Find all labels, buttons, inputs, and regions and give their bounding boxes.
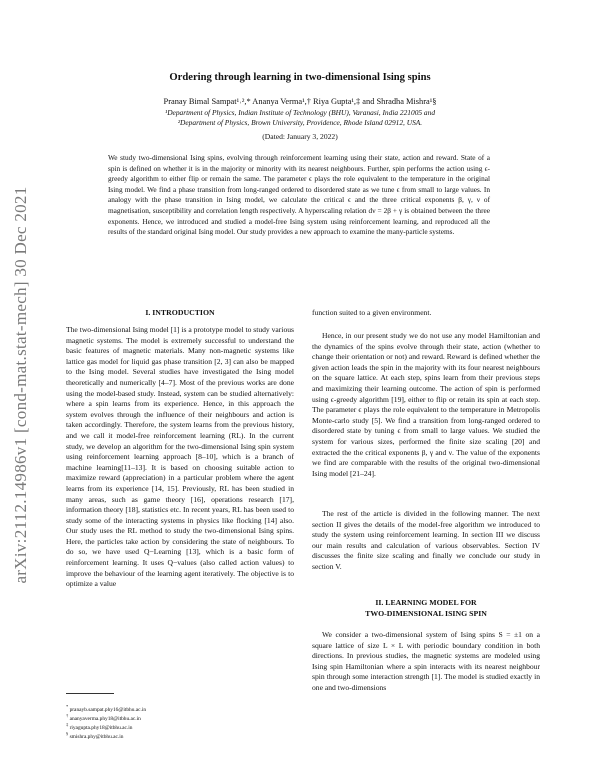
arxiv-stamp (10, 170, 32, 600)
footnote-4 (66, 730, 294, 742)
footnote-mark: * (66, 704, 69, 709)
affiliation-1: ¹Department of Physics, Indian Institute of Technology (BHU), Varanasi, India 221005 and (164, 108, 436, 117)
footnote-mark: ‡ (66, 722, 69, 727)
intro-paragraph-left: The two-dimensional Ising model [1] is a prototype model to study various magnetic systems. The model is extremely successful to understand the basic features of magnetic materials. Many non-magnetic systems like lattice gas model for liquid gas phase transition [2, 3] can also be mapped to the Ising model. Several studies have investigated the Ising model theoretically and numerically [4–7]. Most of the previous works are done using the model-based study. Instead, system can be studied alternatively: where a spin learns from its experience. Hence, in this approach the system evolves through the influence of their neighbours and action is taken accordingly. Therefore, the system learns from the previous history, and we call it model-free reinforcement learning (RL). In the current study, we develop an algorithm for the two-dimensional Ising spin system using reinforcement learning approach [8–10], which is a branch of machine learning[11–13]. It is based on choosing suitable action to maximize reward (appreciation) in a particular problem where the agent learns from its experience [14, 15]. Previously, RL has been studied in many areas, such as game theory [16], operations research [17], information theory [18], statistics etc. In recent years, RL has been used to study some of the interacting systems in physics like flocking [14] also. Our study uses the RL method to study the two-dimensional Ising spins. Here, the particles take action by considering the state of neighbours. To do so, we have used Q−Learning [13], which is a basic form of reinforcement learning. It uses Q−values (also called action values) to improve the behaviour of the learning agent iteratively. The objective is to optimize a value (66, 325, 294, 589)
section-heading-line-2: TWO-DIMENSIONAL ISING SPIN (365, 608, 487, 618)
footnote-rule (66, 693, 114, 694)
footnote-email: ananyaverma.phy18@itbhu.ac.in (69, 715, 141, 722)
paper-title: Ordering through learning in two-dimensional Ising spins (169, 72, 431, 83)
intro-paragraph-right-3: The rest of the article is divided in the following manner. The next section II gives the details of the model-free algorithm we introduced to study the system using reinforcement learning. In section III we discuss our main results and calculation of various observables. Section IV discusses the finite size scaling and finally we conclude our study in section V. (312, 509, 540, 571)
section-heading-learning-model (312, 598, 540, 619)
section2-paragraph: We consider a two-dimensional system of Ising spins S = ±1 on a square lattice of size L × L with periodic boundary condition in both directions. In previous studies, the magnetic systems are modeled using Ising spin Hamiltonian where a spin interacts with its nearest neighbour spin through some interaction strength [1]. The model is studied exactly in one and two-dimensions (312, 630, 540, 692)
date-line: (Dated: January 3, 2022) (262, 132, 338, 141)
footnote-email: riyagupta.phy18@itbhu.ac.in (69, 724, 133, 731)
section-heading-introduction: I. INTRODUCTION (145, 308, 215, 317)
footnote-email: smishra.phy@itbhu.ac.in (69, 733, 124, 740)
abstract: We study two-dimensional Ising spins, evolving through reinforcement learning using their state, action and reward. State of a spin is defined on whether it is in the majority or minority with its nearest neighbours. Further, spin performs the action using ϵ-greedy algorithm to either flip or remain the same. The parameter ϵ plays the role equivalent to the temperature in the original Ising model. We find a phase transition from long-ranged ordered to disordered state as we tune ϵ from small to large values. In analogy with the phase transition in Ising model, we calculate the critical ϵ and the three critical exponents β, γ, ν of magnetisation, susceptibility and correlation length respectively. A hyperscaling relation dν = 2β + γ is obtained between the three exponents. Hence, we introduced and studied a model-free Ising system using reinforcement learning, and reproduced all the results of the standard original Ising model. Our study provides a new approach to examine the many-particle systems. (108, 153, 490, 237)
footnote-mark: † (66, 713, 69, 718)
intro-paragraph-right-1: function suited to a given environment. (312, 308, 432, 317)
footnote-mark: § (66, 731, 69, 736)
arxiv-stamp-text: arXiv:2112.14986v1 [cond-mat.stat-mech] 30 Dec 2021 (11, 186, 30, 584)
section-heading-line-1: II. LEARNING MODEL FOR (375, 598, 477, 607)
footnote-email: pranayb.sampat.phy16@itbhu.ac.in (69, 706, 147, 713)
author-list: Pranay Bimal Sampat¹˒²,* Ananya Verma¹,† Riya Gupta¹,‡ and Shradha Mishra¹§ (163, 97, 437, 106)
intro-paragraph-right-2: Hence, in our present study we do not use any model Hamiltonian and the dynamics of the spins evolve through their state, action (whether to change their orientation or not) and reward. Reward is defined whether the given action leads the spin in the majority with its four nearest neighbours on the square lattice. At each step, spins learn from their previous steps and maximizing their learning outcome. The action of spin is performed using ϵ-greedy algorithm [19], either to flip or retain its spin at each step. The parameter ϵ plays the role equivalent to the temperature in Metropolis Monte-carlo study [5]. We find a transition from long-ranged ordered to disordered state by tuning ϵ from small to large values. We studied the system for various sizes, performed the finite size scaling [20] and extracted the the critical exponents β, γ and ν. The value of the exponents we find are comparable with the results of the original two-dimensional Ising model [21–24]. (312, 331, 540, 478)
affiliation-2: ²Department of Physics, Brown University, Providence, Rhode Island 02912, USA. (177, 118, 423, 127)
